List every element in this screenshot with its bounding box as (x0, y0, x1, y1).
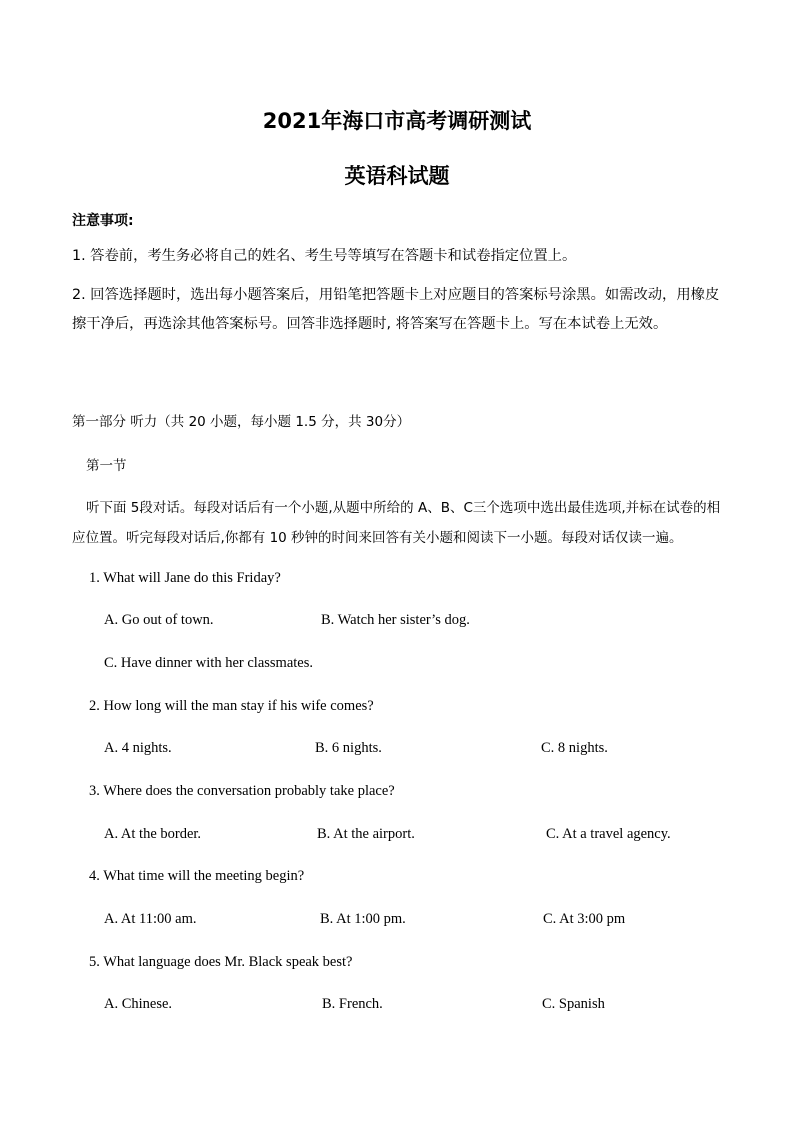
part1-heading: 第一部分 听力（共 20 小题，每小题 1.5 分，共 30分） (72, 414, 411, 430)
listening-instructions: 听下面 5段对话。每段对话后有一个小题,从题中所给的 A、B、C三个选项中选出最佳选项,并标在试卷的相应位置。听完每段对话后,你都有 10 秒钟的时间来回答有关小题和阅读下一小题。每段对话仅读一遍。 (72, 500, 721, 546)
question-3-option-a: A. At the border. (104, 826, 202, 842)
question-1-option-a: A. Go out of town. (104, 612, 214, 628)
exam-title: 2021年海口市高考调研测试 (262, 109, 532, 133)
question-5-option-b: B. French. (322, 996, 383, 1012)
notice-heading: 注意事项: (72, 213, 134, 229)
question-5-option-c: C. Spanish (542, 996, 605, 1012)
question-4-stem: 4. What time will the meeting begin? (89, 868, 305, 884)
question-3-option-b: B. At the airport. (317, 826, 415, 842)
question-3-option-c: C. At a travel agency. (546, 826, 671, 842)
question-1-option-b: B. Watch her sister’s dog. (321, 612, 470, 628)
question-2-option-c: C. 8 nights. (541, 740, 608, 756)
question-2-option-b: B. 6 nights. (315, 740, 382, 756)
exam-subtitle: 英语科试题 (344, 164, 450, 188)
section-heading: 第一节 (86, 458, 127, 474)
notice-item-2: 2. 回答选择题时，选出每小题答案后，用铅笔把答题卡上对应题目的答案标号涂黑。如需改动，用橡皮擦干净后，再选涂其他答案标号。回答非选择题时, 将答案写在答题卡上。写在本试卷上无效。 (72, 287, 720, 332)
question-2-stem: 2. How long will the man stay if his wife comes? (89, 698, 374, 714)
question-4-option-b: B. At 1:00 pm. (320, 911, 406, 927)
question-4-option-c: C. At 3:00 pm (543, 911, 626, 927)
question-1-stem: 1. What will Jane do this Friday? (89, 570, 281, 586)
question-5-stem: 5. What language does Mr. Black speak best? (89, 954, 353, 970)
question-5-option-a: A. Chinese. (104, 996, 173, 1012)
question-2-option-a: A. 4 nights. (104, 740, 172, 756)
notice-item-1: 1. 答卷前，考生务必将自己的姓名、考生号等填写在答题卡和试卷指定位置上。 (72, 248, 577, 264)
question-4-option-a: A. At 11:00 am. (104, 911, 197, 927)
question-1-option-c: C. Have dinner with her classmates. (104, 655, 313, 671)
question-3-stem: 3. Where does the conversation probably take place? (89, 783, 395, 799)
